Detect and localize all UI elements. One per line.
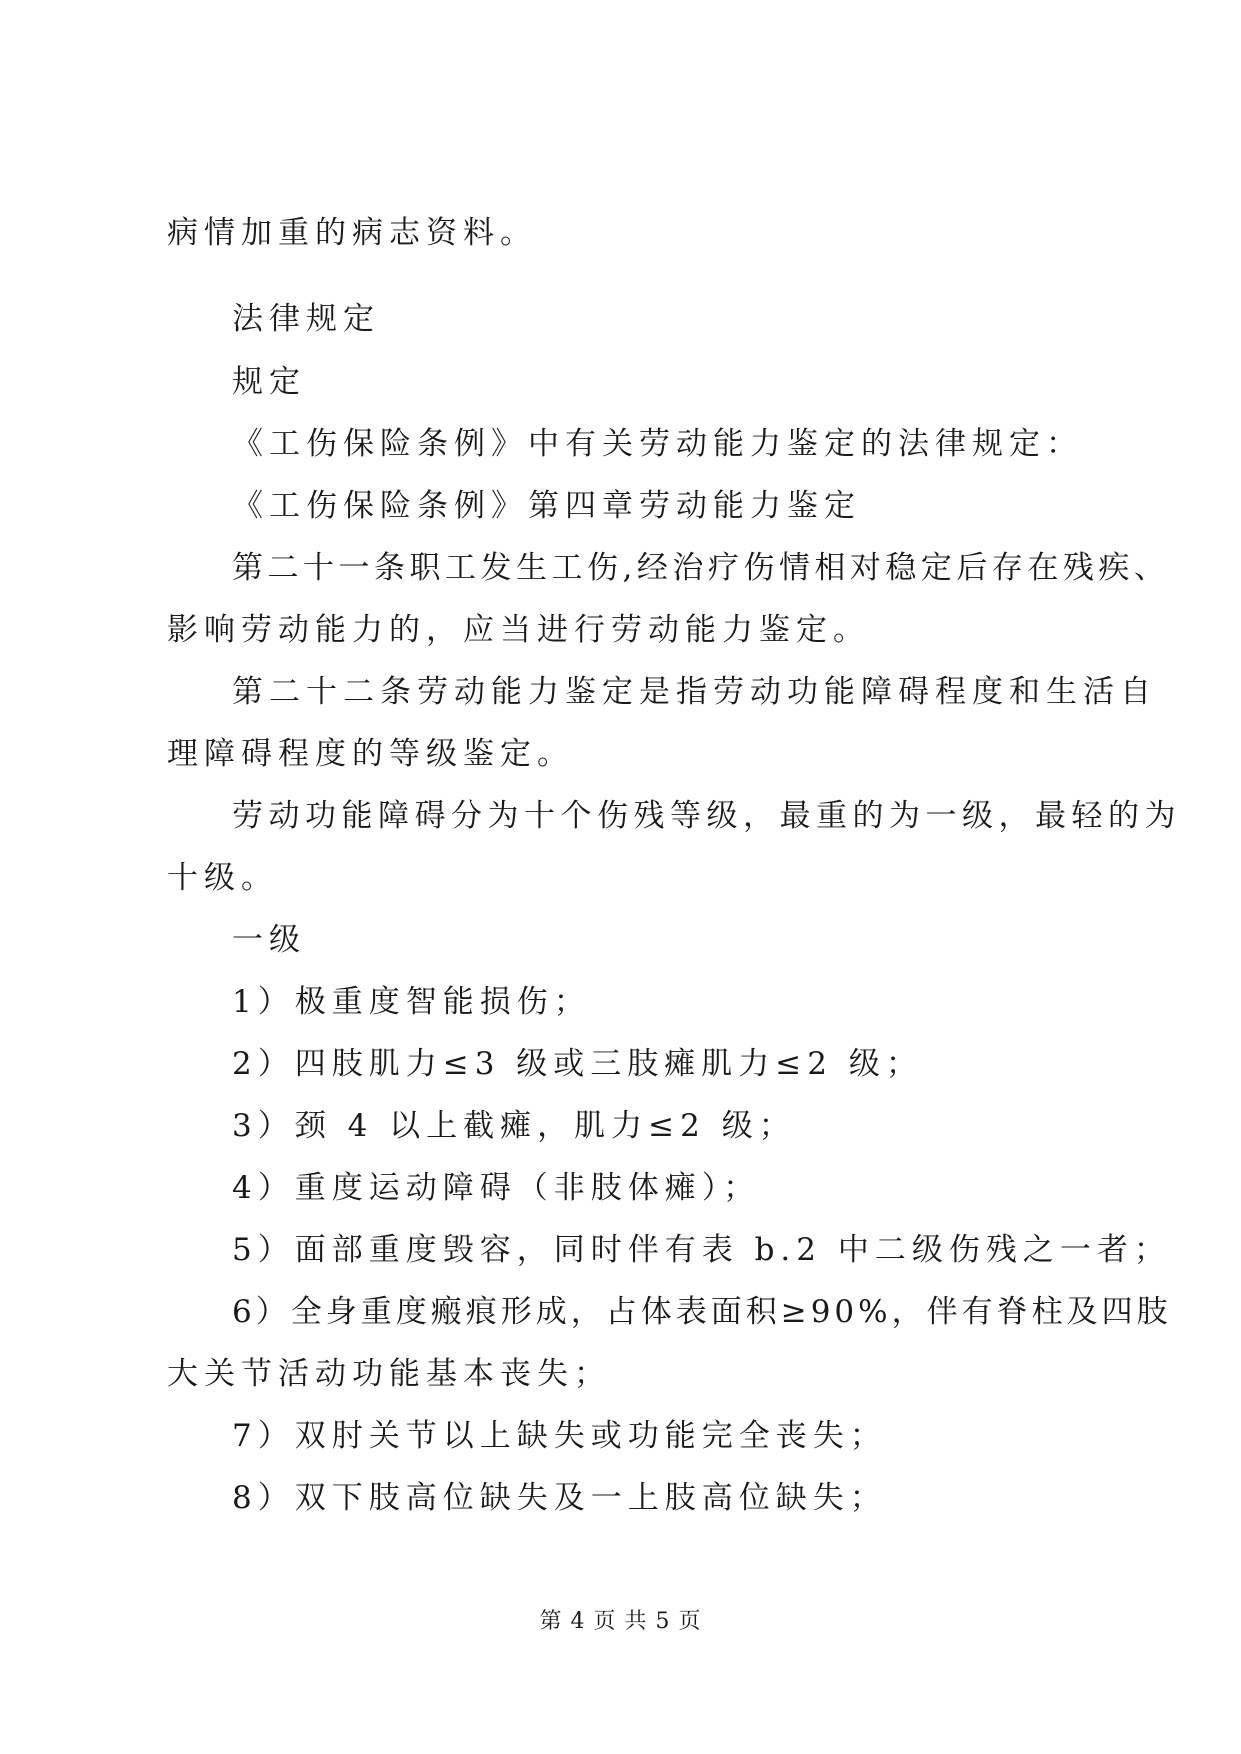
- text-line: 理障碍程度的等级鉴定。: [167, 736, 574, 772]
- section-heading: 法律规定: [232, 301, 380, 337]
- list-item: 大关节活动功能基本丧失；: [167, 1356, 611, 1392]
- list-item: 8）双下肢高位缺失及一上肢高位缺失；: [232, 1480, 887, 1516]
- text-line: 第二十二条劳动能力鉴定是指劳动功能障碍程度和生活自: [232, 674, 1157, 710]
- text-line: 第二十一条职工发生工伤,经治疗伤情相对稳定后存在残疾、: [232, 550, 1170, 586]
- section-heading: 规定: [232, 364, 306, 400]
- text-line: 病情加重的病志资料。: [167, 215, 537, 251]
- section-heading: 一级: [232, 922, 306, 958]
- list-item: 6）全身重度瘢痕形成，占体表面积≥90%，伴有脊柱及四肢: [232, 1294, 1172, 1330]
- list-item: 1）极重度智能损伤；: [232, 984, 591, 1020]
- list-item: 5）面部重度毁容，同时伴有表 b.2 中二级伤残之一者；: [232, 1232, 1171, 1268]
- text-line: 影响劳动能力的，应当进行劳动能力鉴定。: [167, 612, 870, 648]
- list-item: 4）重度运动障碍（非肢体瘫）；: [232, 1170, 761, 1206]
- list-item: 7）双肘关节以上缺失或功能完全丧失；: [232, 1418, 887, 1454]
- page-footer: 第 4 页 共 5 页: [539, 1609, 702, 1634]
- list-item: 3）颈 4 以上截瘫，肌力≤2 级；: [232, 1108, 796, 1144]
- text-line: 劳动功能障碍分为十个伤残等级，最重的为一级，最轻的为: [232, 798, 1181, 834]
- text-line: 《工伤保险条例》中有关劳动能力鉴定的法律规定：: [232, 426, 1083, 462]
- text-line: 《工伤保险条例》第四章劳动能力鉴定: [232, 488, 861, 524]
- text-line: 十级。: [167, 860, 278, 896]
- list-item: 2）四肢肌力≤3 级或三肢瘫肌力≤2 级；: [232, 1046, 923, 1082]
